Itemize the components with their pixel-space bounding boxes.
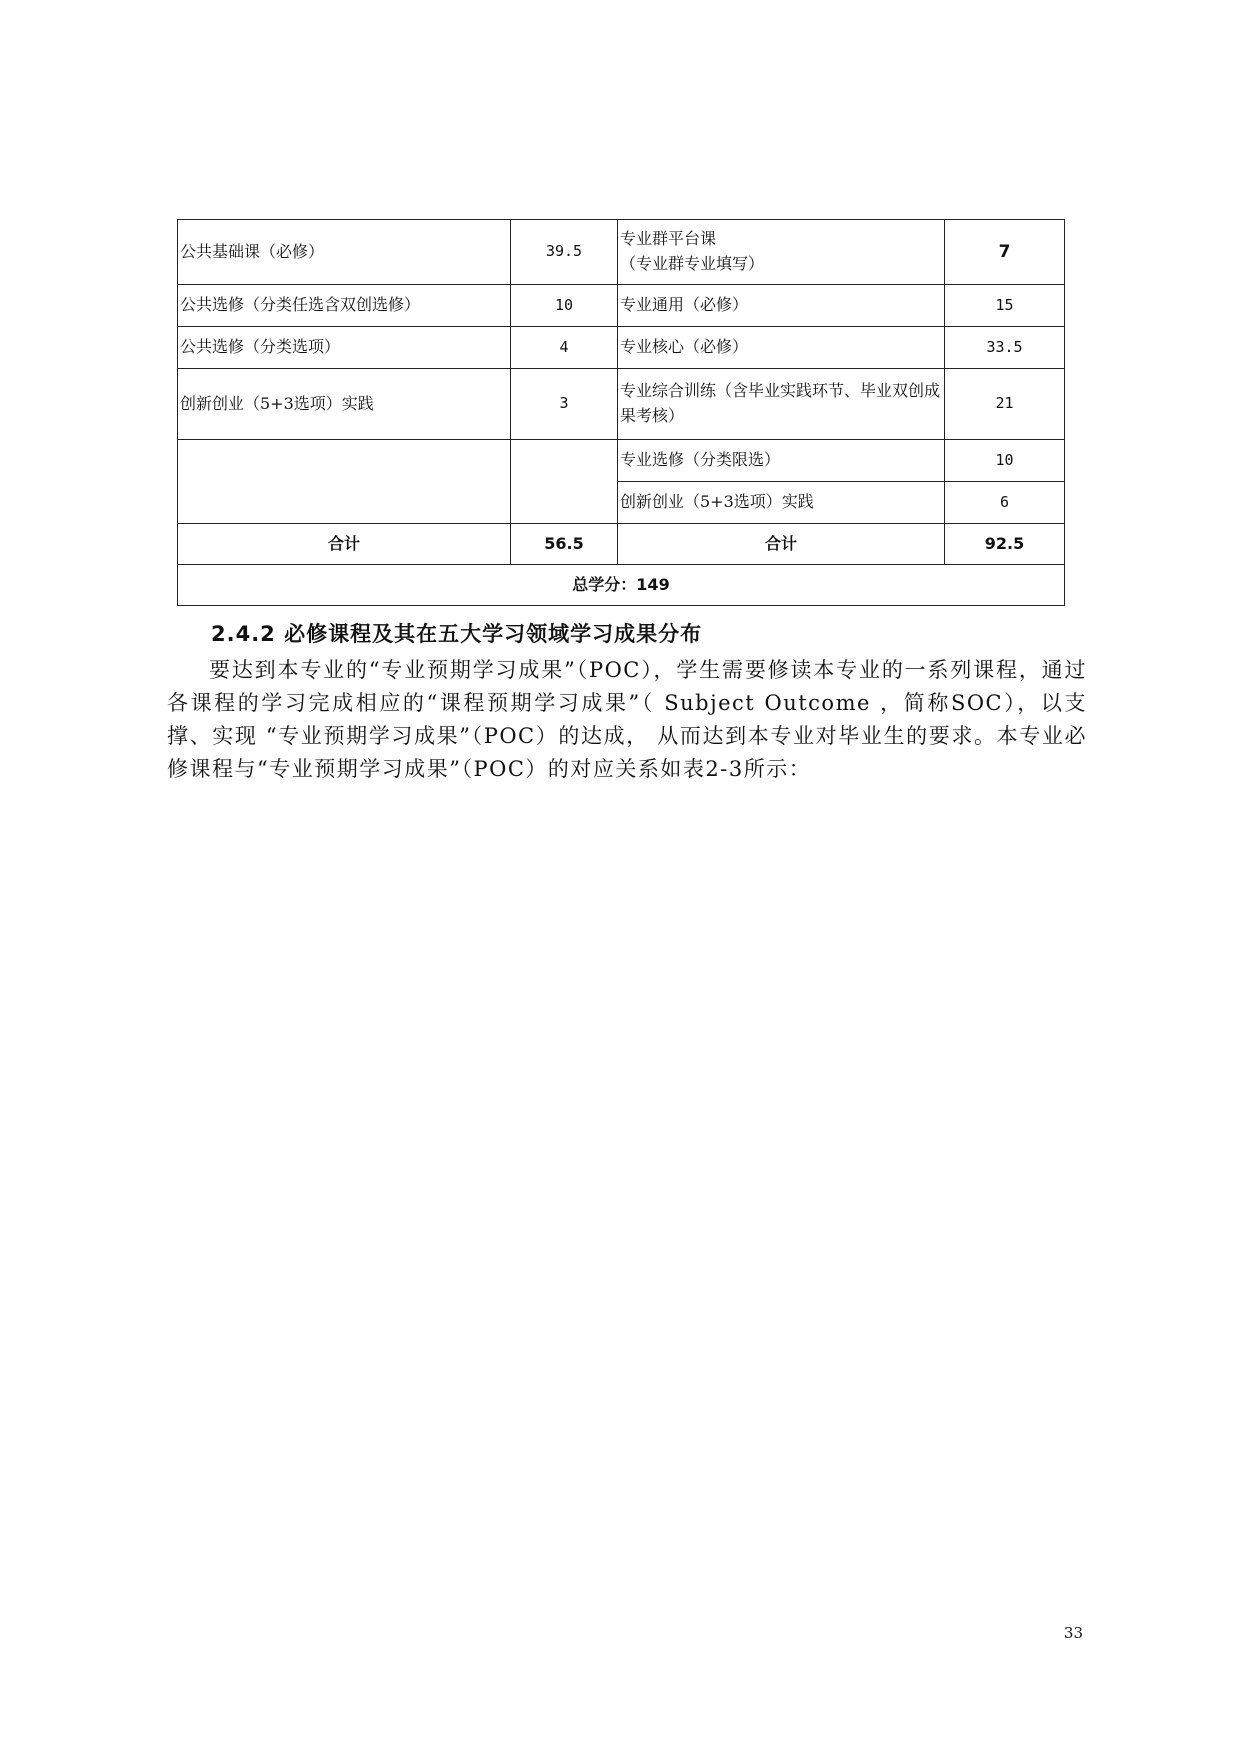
right-value-cell: 15 [945, 285, 1065, 327]
page-number: 33 [1063, 1624, 1083, 1642]
right-label-cell: 专业群平台课 （专业群专业填写） [618, 220, 945, 285]
right-label-cell: 专业核心（必修） [618, 327, 945, 369]
right-value-cell: 21 [945, 369, 1065, 440]
right-label-cell: 专业综合训练（含毕业实践环节、毕业双创成果考核） [618, 369, 945, 440]
table-row [178, 285, 1065, 327]
total-credits-cell: 总学分：149 [178, 565, 1065, 606]
left-value-cell: 39.5 [511, 220, 618, 285]
left-value-cell: 10 [511, 285, 618, 327]
body-paragraph: 要达到本专业的“专业预期学习成果”（POC），学生需要修读本专业的一系列课程，通过各课程的学习完成相应的“课程预期学习成果”（ Subject Outcome ，简称SOC），以支撑、实现 “专业预期学习成果”（POC）的达成， 从而达到本专业对毕业生的要求。本专业必修课程与“专业预期学习成果”（POC）的对应关系如表2-3所示： [167, 658, 1087, 781]
right-label-cell: 创新创业（5+3选项）实践 [618, 482, 945, 524]
section-heading: 2.4.2 必修课程及其在五大学习领域学习成果分布 [211, 622, 703, 646]
total-row [178, 565, 1065, 606]
subtotal-left-label: 合计 [178, 524, 511, 565]
right-label-cell: 专业通用（必修） [618, 285, 945, 327]
subtotal-left-value: 56.5 [511, 524, 618, 565]
table-row [178, 369, 1065, 440]
left-value-cell-empty [511, 440, 618, 524]
right-value-cell: 7 [945, 220, 1065, 285]
table-row [178, 440, 1065, 482]
left-label-cell: 创新创业（5+3选项）实践 [178, 369, 511, 440]
left-value-cell: 4 [511, 327, 618, 369]
left-label-cell: 公共选修（分类选项） [178, 327, 511, 369]
right-value-cell: 10 [945, 440, 1065, 482]
right-value-cell: 33.5 [945, 327, 1065, 369]
subtotal-right-label: 合计 [618, 524, 945, 565]
subtotal-row [178, 524, 1065, 565]
credit-distribution-table [177, 219, 1065, 606]
left-label-cell: 公共基础课（必修） [178, 220, 511, 285]
left-label-cell-empty [178, 440, 511, 524]
left-label-cell: 公共选修（分类任选含双创选修） [178, 285, 511, 327]
table-row [178, 220, 1065, 285]
right-value-cell: 6 [945, 482, 1065, 524]
table-row [178, 327, 1065, 369]
subtotal-right-value: 92.5 [945, 524, 1065, 565]
left-value-cell: 3 [511, 369, 618, 440]
right-label-cell: 专业选修（分类限选） [618, 440, 945, 482]
